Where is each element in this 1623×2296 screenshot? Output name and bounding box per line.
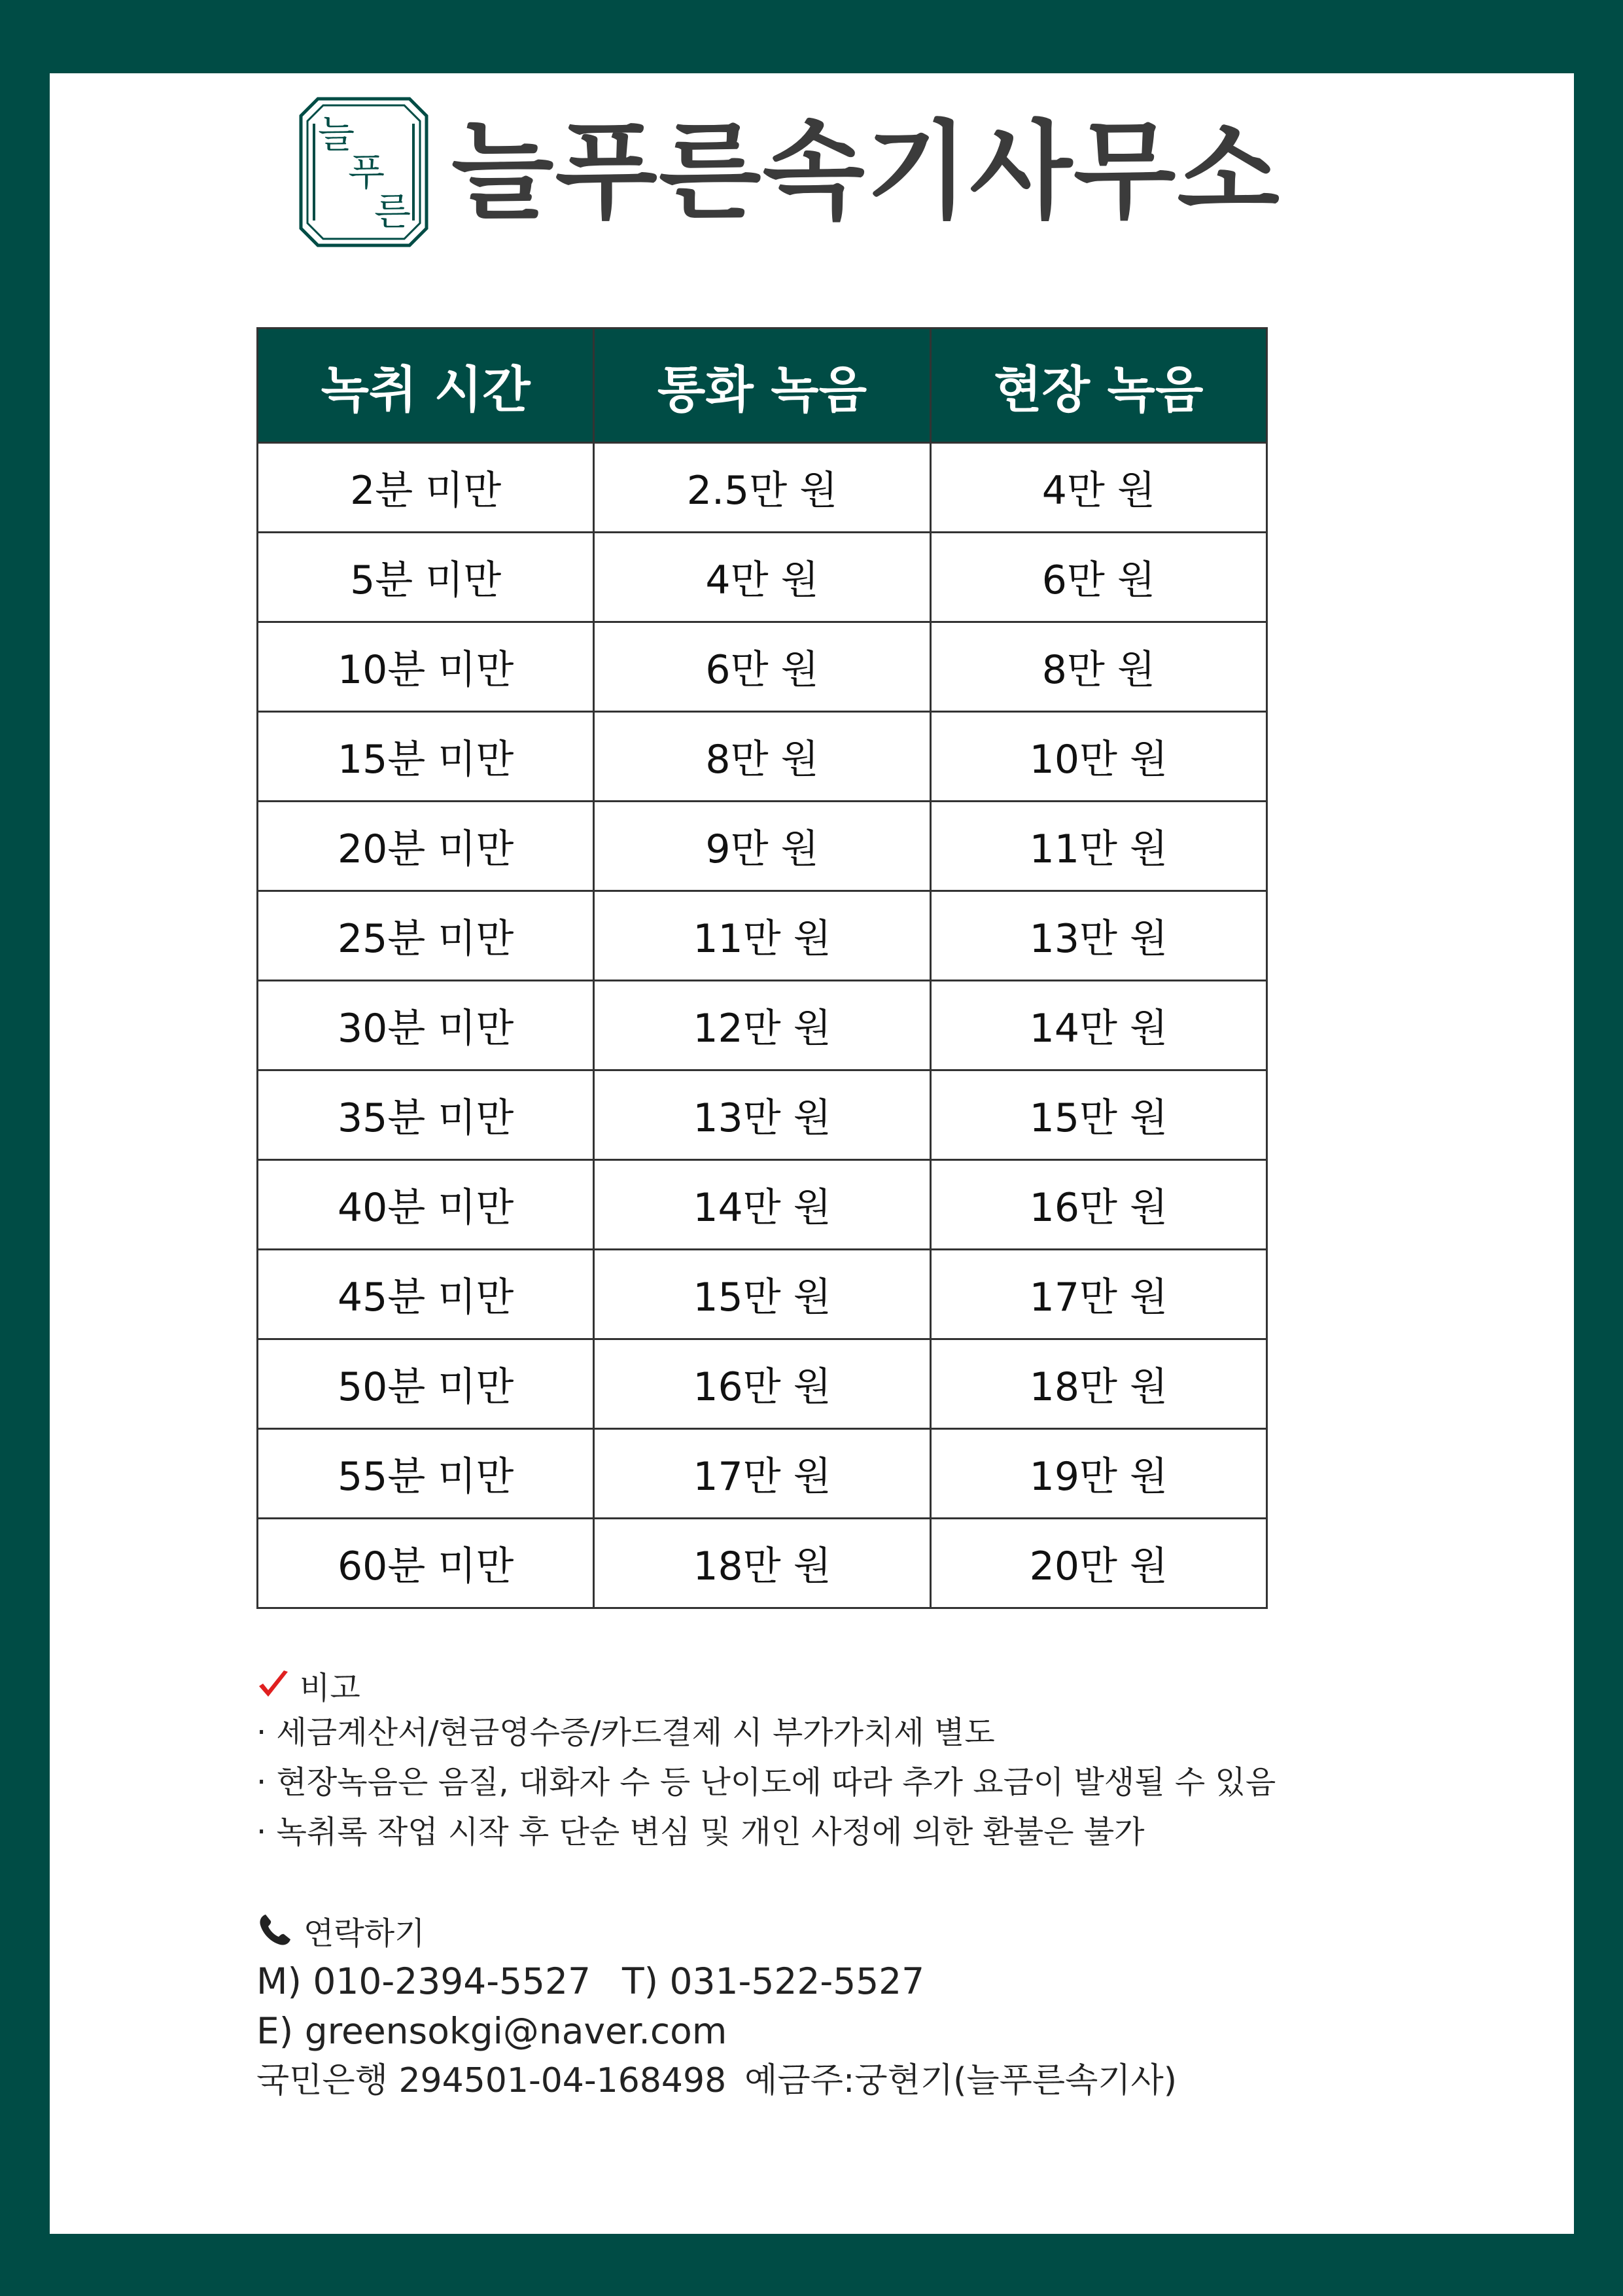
table-row	[258, 712, 1267, 802]
cell-call-price: 2.5만 원	[594, 443, 930, 533]
cell-recording-time: 10분 미만	[258, 622, 594, 712]
cell-recording-time: 55분 미만	[258, 1429, 594, 1519]
price-table	[256, 327, 1268, 1609]
table-row	[258, 1339, 1267, 1429]
email-line: E) greensokgi@naver.com	[256, 2010, 727, 2052]
logo-icon	[298, 96, 429, 248]
cell-call-price: 14만 원	[594, 1160, 930, 1250]
table-row	[258, 533, 1267, 622]
cell-recording-time: 20분 미만	[258, 802, 594, 891]
cell-call-price: 15만 원	[594, 1250, 930, 1339]
header-recording-time: 녹취 시간	[258, 328, 594, 443]
table-row	[258, 443, 1267, 533]
cell-onsite-price: 19만 원	[930, 1429, 1266, 1519]
logo-char-2: 푸	[347, 150, 385, 194]
note-item: · 녹취록 작업 시작 후 단순 변심 및 개인 사정에 의한 환불은 불가	[256, 1814, 1145, 1850]
logo-char-3: 른	[374, 189, 411, 234]
table-row	[258, 1250, 1267, 1339]
phone-icon	[256, 1912, 293, 1949]
table-row	[258, 802, 1267, 891]
contact-heading	[256, 1904, 1434, 1956]
cell-call-price: 13만 원	[594, 1070, 930, 1160]
notes-section	[256, 1662, 1434, 1857]
cell-call-price: 9만 원	[594, 802, 930, 891]
table-row	[258, 1160, 1267, 1250]
account-holder: 예금주:궁현기(늘푸른속기사)	[744, 2061, 1178, 2100]
cell-onsite-price: 8만 원	[930, 622, 1266, 712]
contact-title: 연락하기	[304, 1915, 425, 1952]
cell-call-price: 18만 원	[594, 1519, 930, 1608]
cell-onsite-price: 20만 원	[930, 1519, 1266, 1608]
cell-call-price: 16만 원	[594, 1339, 930, 1429]
cell-recording-time: 30분 미만	[258, 981, 594, 1070]
cell-recording-time: 35분 미만	[258, 1070, 594, 1160]
check-icon	[256, 1668, 290, 1702]
contact-section	[256, 1904, 1434, 2106]
note-item: · 현장녹음은 음질, 대화자 수 등 난이도에 따라 추가 요금이 발생될 수 있음	[256, 1764, 1276, 1801]
cell-recording-time: 60분 미만	[258, 1519, 594, 1608]
cell-onsite-price: 18만 원	[930, 1339, 1266, 1429]
cell-onsite-price: 6만 원	[930, 533, 1266, 622]
table-row	[258, 1429, 1267, 1519]
table-row	[258, 891, 1267, 981]
bank-line	[256, 2056, 1434, 2106]
table-row	[258, 1519, 1267, 1608]
notes-title: 비고	[300, 1669, 360, 1706]
cell-recording-time: 15분 미만	[258, 712, 594, 802]
cell-call-price: 6만 원	[594, 622, 930, 712]
cell-onsite-price: 11만 원	[930, 802, 1266, 891]
header-onsite-recording: 현장 녹음	[930, 328, 1266, 443]
cell-recording-time: 25분 미만	[258, 891, 594, 981]
cell-call-price: 12만 원	[594, 981, 930, 1070]
cell-onsite-price: 4만 원	[930, 443, 1266, 533]
cell-recording-time: 5분 미만	[258, 533, 594, 622]
cell-recording-time: 50분 미만	[258, 1339, 594, 1429]
note-item: · 세금계산서/현금영수증/카드결제 시 부가가치세 별도	[256, 1714, 995, 1751]
company-title: 늘푸른속기사무소	[451, 111, 1281, 234]
cell-recording-time: 2분 미만	[258, 443, 594, 533]
header-call-recording: 통화 녹음	[594, 328, 930, 443]
cell-recording-time: 45분 미만	[258, 1250, 594, 1339]
cell-call-price: 4만 원	[594, 533, 930, 622]
tel-number: T) 031-522-5527	[622, 1960, 925, 2002]
cell-recording-time: 40분 미만	[258, 1160, 594, 1250]
cell-call-price: 17만 원	[594, 1429, 930, 1519]
notes-heading	[256, 1662, 1434, 1708]
cell-call-price: 8만 원	[594, 712, 930, 802]
table-row	[258, 622, 1267, 712]
cell-onsite-price: 14만 원	[930, 981, 1266, 1070]
table-row	[258, 1070, 1267, 1160]
cell-onsite-price: 15만 원	[930, 1070, 1266, 1160]
cell-onsite-price: 10만 원	[930, 712, 1266, 802]
cell-onsite-price: 16만 원	[930, 1160, 1266, 1250]
table-header-row	[258, 328, 1267, 443]
cell-onsite-price: 13만 원	[930, 891, 1266, 981]
phone-line	[256, 1956, 1434, 2006]
header	[298, 90, 1281, 254]
logo-char-1: 늘	[317, 112, 355, 156]
cell-call-price: 11만 원	[594, 891, 930, 981]
table-row	[258, 981, 1267, 1070]
bank-account: 국민은행 294501-04-168498	[256, 2061, 727, 2100]
mobile-number: M) 010-2394-5527	[256, 1960, 591, 2002]
price-table-body	[258, 443, 1267, 1608]
cell-onsite-price: 17만 원	[930, 1250, 1266, 1339]
